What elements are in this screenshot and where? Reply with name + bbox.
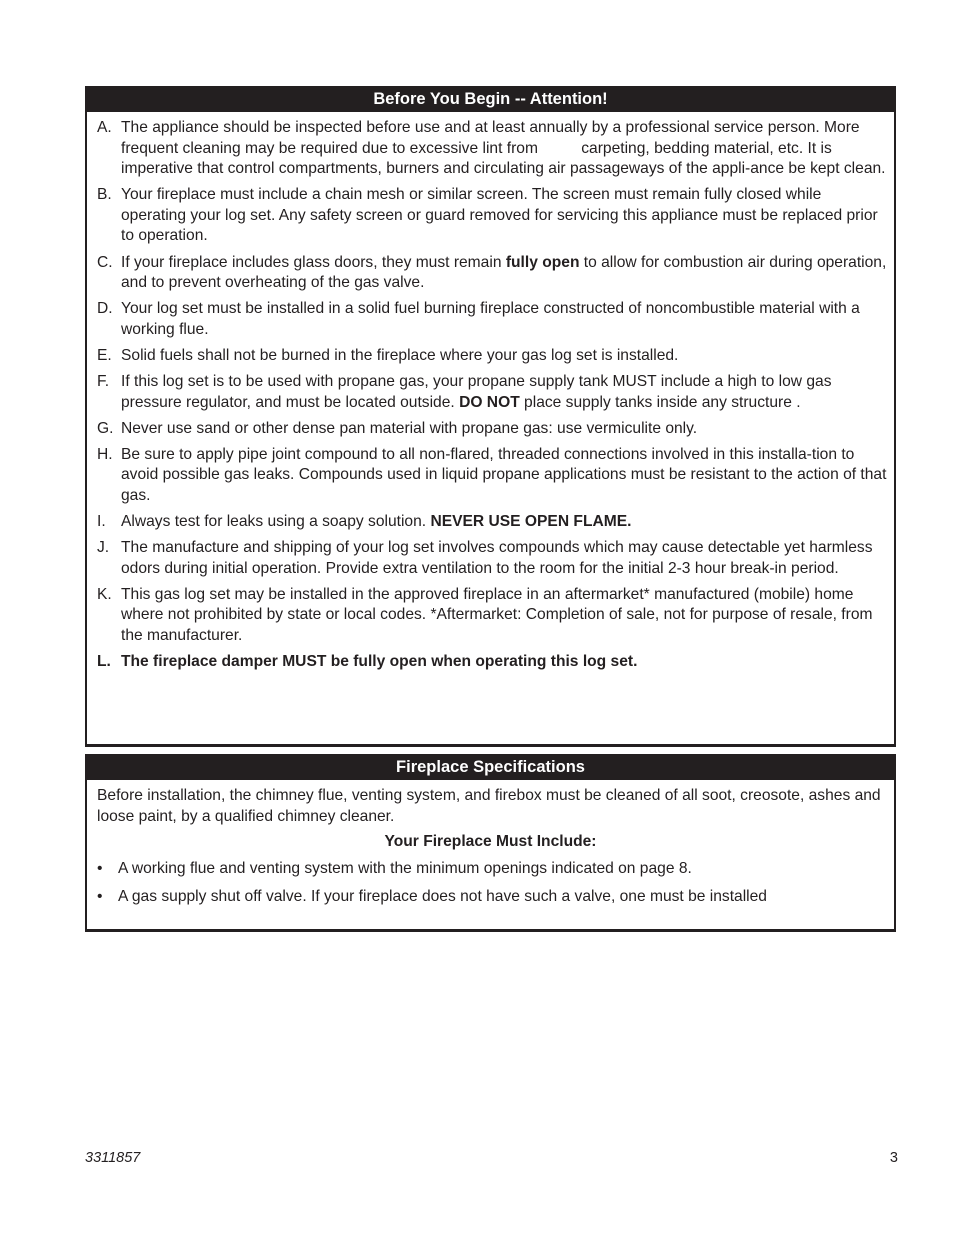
- item-text: [121, 512, 890, 533]
- item-letter: F.: [97, 373, 110, 391]
- item-text-bold: The fireplace damper MUST be fully open when operating this log set.: [121, 653, 638, 671]
- document-number: 3311857: [85, 1150, 141, 1166]
- item-text-run: Your fireplace must include a chain mesh or similar screen. The screen must remain fully closed while operating your log set. Any safety screen or guard removed for servicing this appliance must be replaced prior to operation.: [121, 186, 878, 245]
- item-text: [121, 299, 890, 340]
- item-text: [121, 185, 890, 247]
- requirement-item: [87, 887, 894, 908]
- item-text-run: Your log set must be installed in a solid fuel burning fireplace constructed of noncombustible material with a working flue.: [121, 300, 860, 338]
- item-text-run: to allow for combustion air during operation, and to prevent overheating of the gas valve.: [121, 253, 887, 292]
- item-text: [121, 652, 890, 673]
- item-text-run: Solid fuels shall not be burned in the fireplace where your gas log set is installed.: [121, 346, 679, 364]
- requirement-item: [87, 859, 894, 880]
- item-text-run: place supply tanks inside any structure .: [519, 393, 801, 411]
- item-text: [121, 118, 890, 180]
- requirement-text: A working flue and venting system with the minimum openings indicated on page 8.: [118, 859, 692, 877]
- bullet-marker: •: [97, 887, 103, 905]
- item-text-run: Be sure to apply pipe joint compound to all non-flared, threaded connections involved in this installa-tion to avoid possible gas leaks. Compounds used in liquid propane applications must be resistant to the action of that gas.: [121, 445, 887, 504]
- item-text: [121, 445, 890, 507]
- item-text: [121, 372, 890, 413]
- attention-item: [97, 185, 890, 247]
- attention-item: [97, 372, 890, 413]
- page-number: 3: [889, 1150, 898, 1166]
- item-letter: D.: [97, 300, 113, 318]
- attention-box: [85, 86, 896, 747]
- item-text-run: The manufacture and shipping of your log set involves compounds which may cause detectable yet harmless odors during initial operation. Provide extra ventilation to the room for the initial 2-3 hour break-in period.: [121, 539, 873, 577]
- item-letter: C.: [97, 253, 113, 271]
- item-letter: G.: [97, 419, 114, 437]
- item-letter: L.: [97, 653, 111, 671]
- item-text-bold: DO NOT: [459, 393, 520, 411]
- requirements-list: [87, 859, 894, 908]
- item-letter: H.: [97, 445, 113, 463]
- requirement-text: A gas supply shut off valve. If your fireplace does not have such a valve, one must be installed: [118, 887, 767, 905]
- item-text-run: The appliance should be inspected before use and at least annually by a professional service person. More frequent cleaning may be required due to excessive lint from carpeting, bedding material, etc. It is imperative that control compartments, burners and circulating air passageways of the appli-ance be kept clean.: [121, 119, 886, 178]
- item-text: [121, 538, 890, 579]
- attention-item: [97, 419, 890, 440]
- bullet-marker: •: [97, 859, 103, 877]
- item-letter: K.: [97, 585, 112, 603]
- item-text-bold: NEVER USE OPEN FLAME.: [430, 513, 632, 531]
- attention-item: [97, 445, 890, 507]
- item-letter: A.: [97, 119, 112, 136]
- item-text: [121, 585, 890, 647]
- attention-item: [97, 299, 890, 340]
- attention-item: [97, 652, 890, 673]
- item-text-bold: fully open: [505, 253, 580, 271]
- item-text: [121, 346, 890, 367]
- attention-item: [97, 346, 890, 367]
- attention-item: [97, 538, 890, 579]
- attention-heading: Before You Begin -- Attention!: [87, 86, 894, 112]
- requirements-subheading: Your Fireplace Must Include:: [384, 833, 597, 851]
- item-text: [121, 419, 890, 440]
- item-letter: J.: [97, 539, 110, 557]
- specifications-heading: Fireplace Specifications: [87, 754, 894, 780]
- attention-item: [97, 253, 890, 294]
- attention-item: [97, 118, 890, 180]
- attention-item: [97, 512, 890, 533]
- item-letter: B.: [97, 186, 112, 204]
- attention-item: [97, 585, 890, 647]
- specifications-intro: Before installation, the chimney flue, venting system, and firebox must be cleaned of all soot, creosote, ashes and loose paint, by a qualified chimney cleaner.: [97, 787, 881, 825]
- item-letter: I.: [97, 513, 106, 531]
- item-text: [121, 253, 890, 294]
- specifications-box: [85, 754, 896, 932]
- item-letter: E.: [97, 346, 112, 364]
- attention-list: [87, 112, 894, 673]
- item-text-run: If your fireplace includes glass doors, they must remain: [121, 253, 506, 271]
- item-text-run: Never use sand or other dense pan material with propane gas: use vermiculite only.: [121, 419, 698, 437]
- item-text-run: Always test for leaks using a soapy solution.: [121, 513, 431, 531]
- item-text-run: If this log set is to be used with propane gas, your propane supply tank MUST include a high to low gas pressure regulator, and must be located outside.: [121, 373, 832, 411]
- item-text-run: This gas log set may be installed in the approved fireplace in an aftermarket* manufactured (mobile) home where not prohibited by state or local codes. *Aftermarket: Completion of sale, not for purpose of resale, from the manufacturer.: [121, 585, 873, 645]
